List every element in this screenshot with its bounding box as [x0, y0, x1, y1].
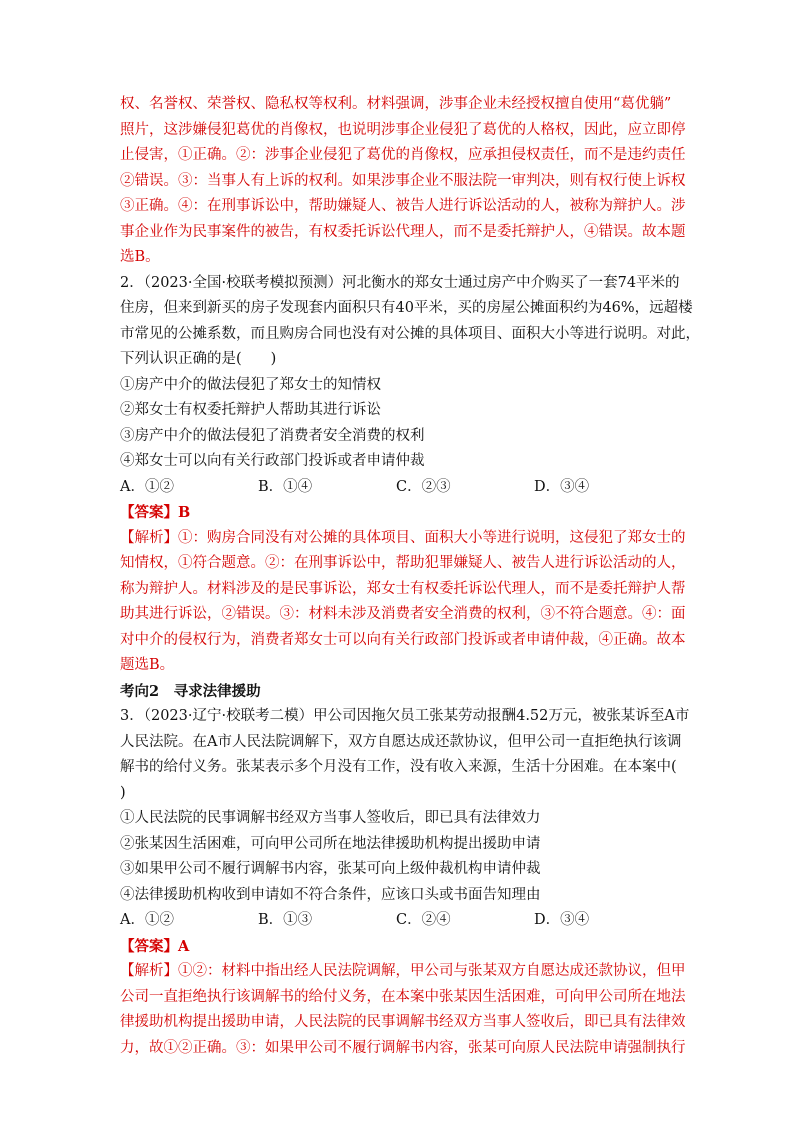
option-c: C．②③ [396, 478, 451, 495]
text-line: ②错误。③：当事人有上诉的权利。如果涉事企业不服法院一审判决，则有权行使上诉权 [120, 172, 686, 189]
question-stem: 下列认识正确的是( ) [120, 351, 277, 367]
question-stem: 3．（2023·辽宁·校联考二模）甲公司因拖欠员工张某劳动报酬4.52万元，被张某诉至A市 [120, 708, 690, 724]
statement-item: ②郑女士有权委托辩护人帮助其进行诉讼 [120, 402, 381, 418]
option-a: A．①② [120, 912, 174, 928]
answer-label: 【答案】A [120, 937, 190, 955]
option-c: C．②④ [396, 912, 451, 928]
answer-options [120, 475, 686, 501]
analysis-line: 称为辩护人。材料涉及的是民事诉讼，郑女士有权委托诉讼代理人，而不是委托辩护人帮 [120, 580, 686, 597]
text-line: 事企业作为民事案件的被告，有权委托诉讼代理人，而不是委托辩护人，④错误。故本题 [120, 223, 686, 240]
analysis-line: 题选B。 [120, 657, 175, 673]
option-d: D．③④ [534, 912, 590, 928]
statement-item: ②张某因生活困难，可向甲公司所在地法律援助机构提出援助申请 [120, 835, 541, 852]
answer-label: 【答案】B [120, 504, 191, 521]
question-stem: 解书的给付义务。张某表示多个月没有工作，没有收入来源，生活十分困难。在本案中( [120, 759, 677, 775]
analysis-line: 律援助机构提出援助申请，人民法院的民事调解书经双方当事人签收后，即已具有法律效 [120, 1014, 686, 1030]
question-stem: 住房，但来到新买的房子发现套内面积只有40平米，买的房屋公摊面积约为46%，远超楼 [120, 300, 693, 316]
question-stem: ) [120, 784, 126, 801]
question-2 [120, 271, 700, 679]
statement-item: ④法律援助机构收到申请如不符合条件，应该口头或书面告知理由 [120, 886, 541, 903]
prev-analysis-continued [120, 92, 686, 271]
analysis-line: 公司一直拒绝执行该调解书的给付义务，在本案中张某因生活困难，可向甲公司所在地法 [120, 988, 686, 1005]
text-line: 照片，这涉嫌侵犯葛优的肖像权，也说明涉事企业侵犯了葛优的人格权，因此，应立即停 [120, 121, 686, 138]
statement-item: ④郑女士可以向有关行政部门投诉或者申请仲裁 [120, 453, 425, 469]
analysis-line: 【解析】①：购房合同没有对公摊的具体项目、面积大小等进行说明，这侵犯了郑女士的 [120, 529, 686, 546]
option-b: B．①③ [258, 912, 313, 928]
statement-item: ③房产中介的做法侵犯了消费者安全消费的权利 [120, 427, 425, 444]
analysis-line: 助其进行诉讼，②错误。③：材料未涉及消费者安全消费的权利，③不符合题意。④：面 [120, 606, 686, 622]
text-line: 权、名誉权、荣誉权、隐私权等权利。材料强调，涉事企业未经授权擅自使用“葛优躺” [120, 96, 672, 112]
document-page [120, 92, 700, 1061]
text-line: 选B。 [120, 249, 160, 265]
analysis-line: 力，故①②正确。③：如果甲公司不履行调解书内容，张某可向原人民法院申请强制执行 [120, 1039, 686, 1056]
analysis-line: 知情权，①符合题意。②：在刑事诉讼中，帮助犯罪嫌疑人、被告人进行诉讼活动的人， [120, 555, 686, 571]
statement-item: ①人民法院的民事调解书经双方当事人签收后，即已具有法律效力 [120, 810, 541, 826]
option-d: D．③④ [534, 478, 590, 495]
text-line: 止侵害，①正确。②：涉事企业侵犯了葛优的肖像权，应承担侵权责任，而不是违约责任 [120, 147, 686, 163]
text-line: ③正确。④：在刑事诉讼中，帮助嫌疑人、被告人进行诉讼活动的人，被称为辩护人。涉 [120, 198, 686, 214]
section-heading: 考向2 寻求法律援助 [120, 682, 261, 700]
option-b: B．①④ [258, 478, 313, 495]
answer-options [120, 908, 686, 934]
question-stem: 人民法院。在A市人民法院调解下，双方自愿达成还款协议，但甲公司一直拒绝执行该调 [120, 733, 682, 750]
question-stem: 市常见的公摊系数，而且购房合同也没有对公摊的具体项目、面积大小等进行说明。对此， [120, 325, 700, 342]
analysis-line: 【解析】①②：材料中指出经人民法院调解，甲公司与张某双方自愿达成还款协议，但甲 [120, 963, 686, 979]
statement-item: ①房产中介的做法侵犯了郑女士的知情权 [120, 376, 381, 393]
statement-item: ③如果甲公司不履行调解书内容，张某可向上级仲裁机构申请仲裁 [120, 861, 541, 877]
option-a: A．①② [120, 478, 174, 495]
question-3 [120, 704, 690, 1061]
analysis-line: 对中介的侵权行为，消费者郑女士可以向有关行政部门投诉或者申请仲裁，④正确。故本 [120, 631, 686, 648]
question-stem: 2．（2023·全国·校联考模拟预测）河北衡水的郑女士通过房产中介购买了一套74平米的 [120, 274, 680, 291]
